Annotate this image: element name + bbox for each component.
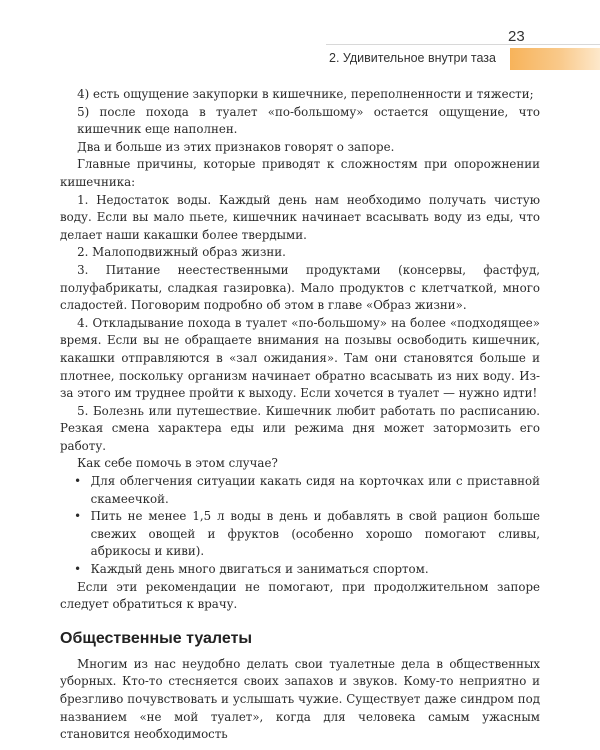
cause-item: 3. Питание неестественными продуктами (консервы, фастфуд, полуфабрикаты, сладкая газировка). Мало продуктов с клетчаткой, много сладостей. Поговорим подробно об этом в главе «Образ жизни».	[60, 262, 540, 313]
bullet-item: • Пить не менее 1,5 л воды в день и добавлять в свой рацион больше свежих овощей и фруктов (особенно хорошо помогают сливы, абрикосы и киви).	[74, 509, 540, 559]
cause-item: 4. Откладывание похода в туалет «по-большому» на более «подходящее» время. Если вы не обращаете внимания на позывы освободить кишечник, какашки отправляются в «зал ожидания». Там они становятся больше и плотнее, поскольку организм начинает обратно всасывать из них воду. Из-за этого им труднее пройти к выходу. Если хочется в туалет — нужно идти!	[60, 315, 540, 401]
paragraph: Если эти рекомендации не помогают, при продолжительном запоре следует обратиться к врачу.	[60, 579, 540, 612]
cause-item: 2. Малоподвижный образ жизни.	[77, 245, 286, 260]
bullet-item: • Для облегчения ситуации какать сидя на корточках или с приставной скамеечкой.	[74, 474, 540, 506]
header-rule	[326, 44, 600, 45]
paragraph: Главные причины, которые приводят к сложностям при опорожнении кишечника:	[60, 157, 540, 189]
cause-item: 1. Недостаток воды. Каждый день нам необходимо получать чистую воду. Если вы мало пьете, кишечник начинает всасывать воду из еды, что делает наши какашки более твердыми.	[60, 192, 540, 242]
list-item: 5) после похода в туалет «по-большому» остается ощущение, что кишечник еще наполнен.	[77, 104, 540, 137]
cause-item: 5. Болезнь или путешествие. Кишечник любит работать по расписанию. Резкая смена характера еды или режима дня может затормозить его работу.	[60, 403, 540, 453]
bullet-icon: •	[74, 509, 82, 524]
chapter-title: 2. Удивительное внутри таза	[329, 51, 496, 65]
section-heading: Общественные туалеты	[60, 629, 253, 647]
paragraph: Многим из нас неудобно делать свои туалетные дела в общественных уборных. Кто-то стесняется своих запахов и звуков. Кому-то неприятно и брезгливо почувствовать и услышать чужие. Существует даже синдром под названием «не мой туалет», когда для человека самым ужасным становится необходимость	[60, 656, 540, 742]
bullet-icon: •	[74, 474, 82, 489]
bullet-icon: •	[74, 562, 82, 577]
paragraph: Как себе помочь в этом случае?	[77, 456, 278, 471]
page-number: 23	[508, 28, 525, 45]
body-text	[60, 86, 540, 744]
bullet-item: • Каждый день много двигаться и заниматься спортом.	[60, 561, 540, 579]
list-item: 4) есть ощущение закупорки в кишечнике, переполненности и тяжести;	[77, 87, 534, 101]
header-accent-bar	[510, 48, 600, 70]
paragraph: Два и больше из этих признаков говорят о запоре.	[77, 139, 395, 154]
